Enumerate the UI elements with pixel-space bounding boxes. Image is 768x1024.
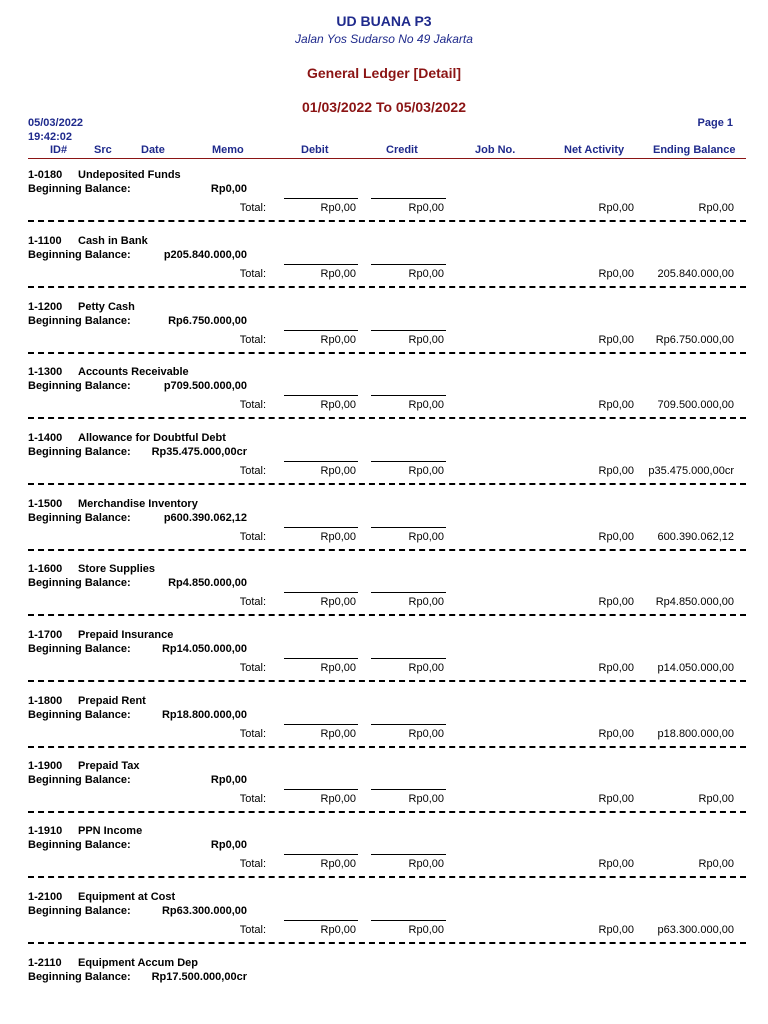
net-activity-total: Rp0,00 (598, 399, 634, 411)
total-label: Total: (239, 728, 266, 740)
beginning-balance-value: Rp0,00 (210, 839, 247, 851)
debit-total-rule (284, 592, 358, 593)
section-separator (28, 483, 746, 485)
account-title (28, 432, 226, 444)
column-header-src: Src (94, 144, 112, 156)
report-date: 05/03/2022 (28, 117, 84, 129)
net-activity-total: Rp0,00 (598, 793, 634, 805)
ending-balance-total: Rp0,00 (698, 793, 734, 805)
account-id: 1-1700 (28, 629, 63, 641)
net-activity-total: Rp0,00 (598, 596, 634, 608)
account-section (0, 301, 768, 367)
debit-total: Rp0,00 (320, 465, 356, 477)
column-header-id: ID# (50, 144, 68, 156)
account-section (0, 498, 768, 564)
account-title (28, 235, 148, 247)
account-section (0, 825, 768, 891)
debit-total: Rp0,00 (320, 399, 356, 411)
beginning-balance-value: p205.840.000,00 (163, 249, 247, 261)
beginning-balance-label: Beginning Balance: (28, 183, 131, 195)
net-activity-total: Rp0,00 (598, 662, 634, 674)
account-id: 1-2100 (28, 891, 63, 903)
account-title (28, 629, 173, 641)
account-id: 1-1400 (28, 432, 63, 444)
beginning-balance-label: Beginning Balance: (28, 380, 131, 392)
account-title (28, 825, 142, 837)
credit-total-rule (371, 592, 446, 593)
beginning-balance-label: Beginning Balance: (28, 249, 131, 261)
beginning-balance-label: Beginning Balance: (28, 839, 131, 851)
account-id: 1-1900 (28, 760, 63, 772)
account-id: 1-1800 (28, 695, 63, 707)
total-label: Total: (239, 531, 266, 543)
net-activity-total: Rp0,00 (598, 924, 634, 936)
ending-balance-total: 709.500.000,00 (657, 399, 734, 411)
report-title: General Ledger [Detail] (306, 65, 462, 81)
account-title (28, 366, 189, 378)
account-section (0, 695, 768, 761)
beginning-balance-value: Rp0,00 (210, 183, 247, 195)
credit-total-rule (371, 920, 446, 921)
total-label: Total: (239, 399, 266, 411)
account-id: 1-1910 (28, 825, 63, 837)
beginning-balance-value: Rp35.475.000,00cr (151, 446, 247, 458)
ending-balance-total: Rp0,00 (698, 858, 734, 870)
debit-total: Rp0,00 (320, 728, 356, 740)
credit-total-rule (371, 395, 446, 396)
total-label: Total: (239, 334, 266, 346)
section-separator (28, 220, 746, 222)
credit-total: Rp0,00 (408, 465, 444, 477)
total-label: Total: (239, 596, 266, 608)
net-activity-total: Rp0,00 (598, 465, 634, 477)
account-id: 1-1200 (28, 301, 63, 313)
section-separator (28, 876, 746, 878)
account-title (28, 169, 181, 181)
ending-balance-total: 205.840.000,00 (657, 268, 734, 280)
debit-total: Rp0,00 (320, 793, 356, 805)
total-label: Total: (239, 793, 266, 805)
beginning-balance-value: p600.390.062,12 (163, 512, 247, 524)
beginning-balance-value: p709.500.000,00 (163, 380, 247, 392)
beginning-balance-label: Beginning Balance: (28, 709, 131, 721)
net-activity-total: Rp0,00 (598, 728, 634, 740)
debit-total: Rp0,00 (320, 202, 356, 214)
net-activity-total: Rp0,00 (598, 858, 634, 870)
company-address: Jalan Yos Sudarso No 49 Jakarta (295, 32, 473, 46)
net-activity-total: Rp0,00 (598, 334, 634, 346)
section-separator (28, 549, 746, 551)
credit-total: Rp0,00 (408, 858, 444, 870)
account-title (28, 891, 175, 903)
beginning-balance-label: Beginning Balance: (28, 905, 131, 917)
credit-total-rule (371, 724, 446, 725)
total-label: Total: (239, 662, 266, 674)
section-separator (28, 680, 746, 682)
account-title (28, 957, 198, 969)
total-label: Total: (239, 202, 266, 214)
column-header-ending-balance: Ending Balance (653, 144, 736, 156)
account-section (0, 760, 768, 826)
total-label: Total: (239, 465, 266, 477)
column-header-date: Date (141, 144, 165, 156)
ending-balance-total: Rp4.850.000,00 (655, 596, 734, 608)
net-activity-total: Rp0,00 (598, 531, 634, 543)
column-header-credit: Credit (386, 144, 418, 156)
section-separator (28, 942, 746, 944)
debit-total: Rp0,00 (320, 334, 356, 346)
ending-balance-total: p18.800.000,00 (657, 728, 734, 740)
account-name: Equipment at Cost (78, 891, 176, 903)
account-id: 1-1100 (28, 235, 62, 247)
credit-total: Rp0,00 (408, 662, 444, 674)
ending-balance-total: Rp0,00 (698, 202, 734, 214)
total-label: Total: (239, 858, 266, 870)
account-id: 1-0180 (28, 169, 63, 181)
debit-total-rule (284, 264, 358, 265)
credit-total-rule (371, 264, 446, 265)
beginning-balance-value: Rp18.800.000,00 (161, 709, 247, 721)
account-name: PPN Income (78, 825, 143, 837)
debit-total-rule (284, 330, 358, 331)
beginning-balance-value: Rp6.750.000,00 (168, 315, 247, 327)
ending-balance-total: p14.050.000,00 (657, 662, 734, 674)
credit-total: Rp0,00 (408, 268, 444, 280)
ending-balance-total: p63.300.000,00 (657, 924, 734, 936)
column-header-memo: Memo (212, 144, 244, 156)
account-id: 1-1300 (28, 366, 63, 378)
credit-total-rule (371, 854, 446, 855)
account-name: Allowance for Doubtful Debt (78, 432, 226, 444)
beginning-balance-label: Beginning Balance: (28, 446, 131, 458)
debit-total-rule (284, 198, 358, 199)
account-name: Accounts Receivable (78, 366, 189, 378)
beginning-balance-value: Rp0,00 (210, 774, 247, 786)
credit-total-rule (371, 461, 446, 462)
credit-total: Rp0,00 (408, 728, 444, 740)
column-header-job: Job No. (475, 144, 516, 156)
debit-total: Rp0,00 (320, 268, 356, 280)
beginning-balance-label: Beginning Balance: (28, 643, 131, 655)
net-activity-total: Rp0,00 (598, 202, 634, 214)
column-header-net-activity: Net Activity (564, 144, 625, 156)
debit-total-rule (284, 724, 358, 725)
account-name: Petty Cash (78, 301, 135, 313)
credit-total: Rp0,00 (408, 531, 444, 543)
credit-total: Rp0,00 (408, 793, 444, 805)
account-name: Undeposited Funds (78, 169, 181, 181)
debit-total: Rp0,00 (320, 924, 356, 936)
section-separator (28, 811, 746, 813)
column-header-debit: Debit (301, 144, 329, 156)
section-separator (28, 417, 746, 419)
ending-balance-total: Rp6.750.000,00 (655, 334, 734, 346)
credit-total-rule (371, 658, 446, 659)
credit-total: Rp0,00 (408, 924, 444, 936)
account-id: 1-1600 (28, 563, 63, 575)
beginning-balance-value: Rp14.050.000,00 (161, 643, 247, 655)
account-section (0, 563, 768, 629)
account-title (28, 695, 146, 707)
beginning-balance-value: Rp4.850.000,00 (168, 577, 247, 589)
credit-total: Rp0,00 (408, 399, 444, 411)
beginning-balance-value: Rp63.300.000,00 (161, 905, 247, 917)
account-id: 1-1500 (28, 498, 63, 510)
credit-total: Rp0,00 (408, 596, 444, 608)
account-name: Cash in Bank (78, 235, 148, 247)
beginning-balance-label: Beginning Balance: (28, 512, 131, 524)
account-title (28, 498, 198, 510)
report-time: 19:42:02 (28, 131, 73, 143)
beginning-balance-label: Beginning Balance: (28, 971, 131, 983)
total-label: Total: (239, 268, 266, 280)
net-activity-total: Rp0,00 (598, 268, 634, 280)
section-separator (28, 286, 746, 288)
debit-total-rule (284, 854, 358, 855)
account-section (0, 235, 768, 301)
account-title (28, 563, 155, 575)
debit-total-rule (284, 789, 358, 790)
credit-total: Rp0,00 (408, 334, 444, 346)
account-name: Store Supplies (78, 563, 156, 575)
credit-total-rule (371, 527, 446, 528)
beginning-balance-label: Beginning Balance: (28, 315, 131, 327)
credit-total-rule (371, 198, 446, 199)
debit-total-rule (284, 920, 358, 921)
credit-total-rule (371, 789, 446, 790)
page-number: Page 1 (697, 117, 733, 129)
section-separator (28, 746, 746, 748)
account-section (0, 891, 768, 957)
account-section (0, 957, 768, 1023)
account-name: Equipment Accum Dep (78, 957, 198, 969)
header-rule (28, 158, 746, 159)
account-section (0, 432, 768, 498)
account-name: Merchandise Inventory (78, 498, 198, 510)
ending-balance-total: 600.390.062,12 (657, 531, 734, 543)
debit-total-rule (284, 527, 358, 528)
debit-total: Rp0,00 (320, 662, 356, 674)
debit-total: Rp0,00 (320, 596, 356, 608)
beginning-balance-label: Beginning Balance: (28, 774, 131, 786)
beginning-balance-label: Beginning Balance: (28, 577, 131, 589)
debit-total: Rp0,00 (320, 858, 356, 870)
account-section (0, 366, 768, 432)
section-separator (28, 614, 746, 616)
debit-total-rule (284, 658, 358, 659)
account-section (0, 629, 768, 695)
account-title (28, 301, 135, 313)
account-id: 1-2110 (28, 957, 62, 969)
account-name: Prepaid Rent (78, 695, 146, 707)
debit-total-rule (284, 461, 358, 462)
account-section (0, 169, 768, 235)
debit-total: Rp0,00 (320, 531, 356, 543)
debit-total-rule (284, 395, 358, 396)
company-name: UD BUANA P3 (336, 13, 432, 29)
account-name: Prepaid Tax (78, 760, 140, 772)
report-period: 01/03/2022 To 05/03/2022 (302, 99, 466, 115)
credit-total-rule (371, 330, 446, 331)
section-separator (28, 352, 746, 354)
account-title (28, 760, 140, 772)
total-label: Total: (239, 924, 266, 936)
credit-total: Rp0,00 (408, 202, 444, 214)
ending-balance-total: p35.475.000,00cr (648, 465, 734, 477)
beginning-balance-value: Rp17.500.000,00cr (151, 971, 247, 983)
account-name: Prepaid Insurance (78, 629, 174, 641)
